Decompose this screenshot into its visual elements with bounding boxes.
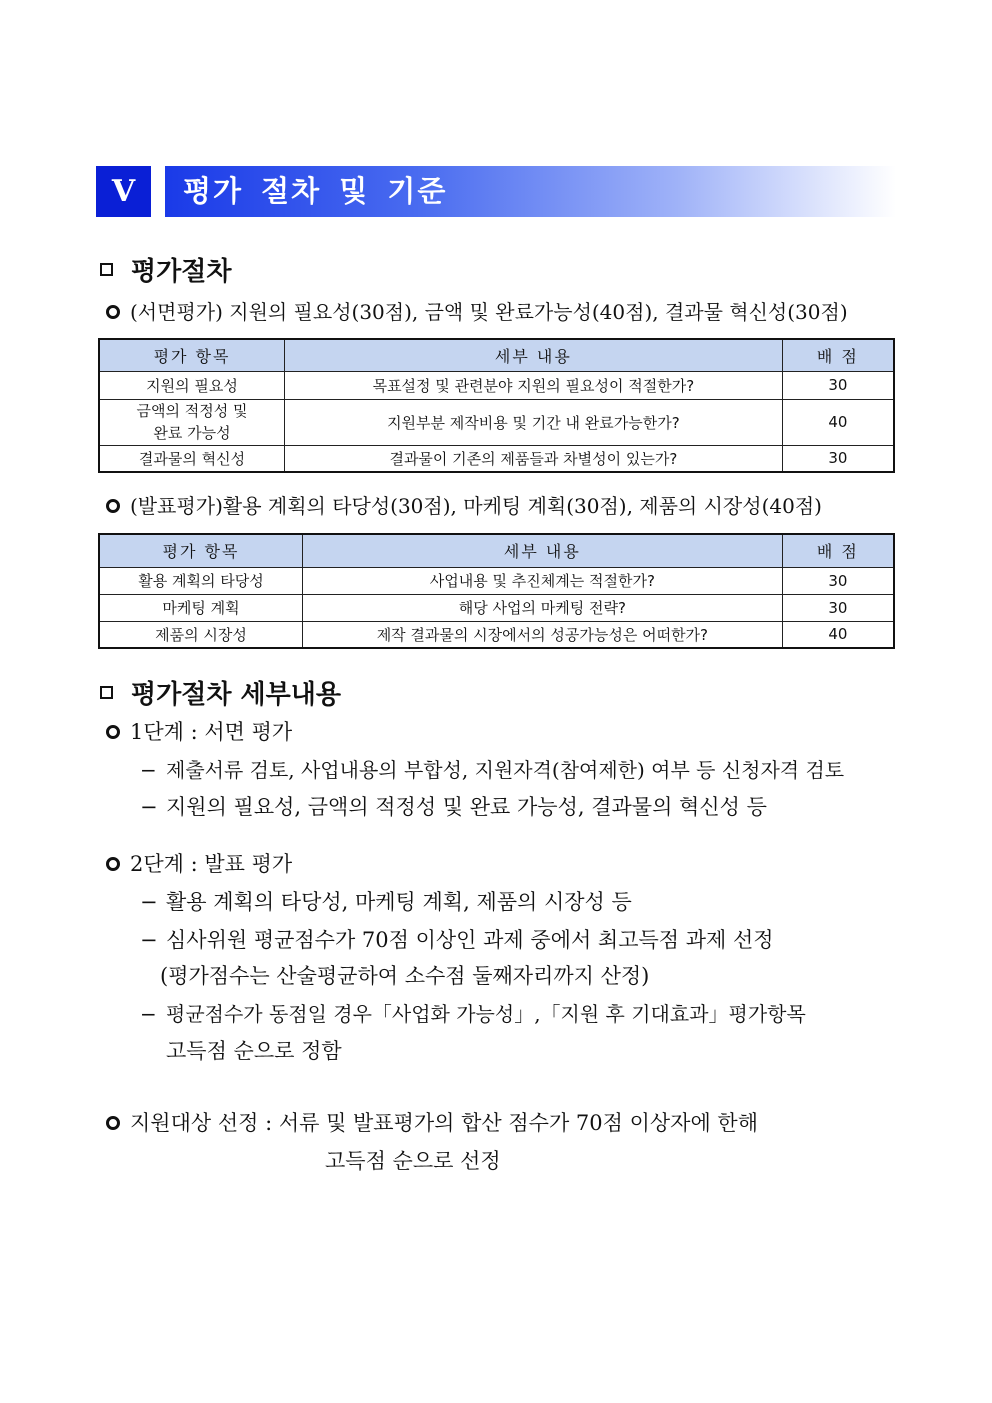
item-line: 금액의 적정성 및 (136, 402, 248, 420)
list-item-text: 활용 계획의 타당성, 마케팅 계획, 제품의 시장성 등 (166, 890, 632, 914)
detail-cell: 해당 사업의 마케팅 전략? (303, 594, 783, 621)
circle-bullet-icon (106, 499, 120, 513)
item-line: 완료 가능성 (153, 424, 231, 442)
subsection-heading-details (100, 674, 341, 711)
selection-note (106, 1107, 758, 1137)
presentation-eval-table (98, 533, 895, 649)
selection-continuation: 고득점 순으로 선정 (325, 1149, 501, 1173)
item-cell: 지원의 필요성 (99, 371, 285, 399)
written-eval-summary (106, 296, 848, 325)
step1-title: 1단계 : 서면 평가 (130, 720, 293, 744)
dash-mark: − (140, 928, 158, 952)
score-cell: 30 (782, 371, 894, 399)
list-item-text: 제출서류 검토, 사업내용의 부합성, 지원자격(참여제한) 여부 등 신청자격 검토 (166, 758, 845, 782)
section-title: 평가 절차 및 기준 (183, 174, 448, 208)
section-number: V (96, 166, 151, 217)
dash-mark: − (140, 1002, 157, 1026)
list-item-text: 평균점수가 동점일 경우「사업화 가능성」,「지원 후 기대효과」평가항목 (166, 1002, 806, 1026)
score-cell: 40 (782, 621, 894, 648)
circle-bullet-icon (106, 1116, 120, 1130)
circle-bullet-icon (106, 857, 120, 871)
detail-cell: 목표설정 및 관련분야 지원의 필요성이 적절한가? (285, 371, 783, 399)
table-row (99, 445, 894, 472)
table-row (99, 621, 894, 648)
circle-bullet-icon (106, 305, 120, 319)
item-cell (99, 399, 285, 445)
score-cell: 30 (782, 594, 894, 621)
detail-cell: 결과물이 기존의 제품들과 차별성이 있는가? (285, 445, 783, 472)
list-item (140, 886, 632, 916)
subsection-title: 평가절차 (131, 257, 232, 287)
selection-text: 지원대상 선정 : 서류 및 발표평가의 합산 점수가 70점 이상자에 한해 (130, 1111, 758, 1135)
detail-cell: 사업내용 및 추진체계는 적절한가? (303, 567, 783, 594)
step2-title: 2단계 : 발표 평가 (130, 852, 293, 876)
item-cell: 마케팅 계획 (99, 594, 303, 621)
step2-heading (106, 848, 292, 878)
header-cell: 평가 항목 (99, 339, 285, 371)
square-bullet-icon (100, 686, 113, 699)
dash-mark: − (140, 795, 158, 819)
presentation-eval-text: (발표평가)활용 계획의 타당성(30점), 마케팅 계획(30점), 제품의 시장성(40점) (130, 494, 822, 518)
subsection-title: 평가절차 세부내용 (131, 680, 341, 710)
table-row (99, 371, 894, 399)
score-cell: 30 (782, 445, 894, 472)
header-cell: 배 점 (782, 339, 894, 371)
score-cell: 40 (782, 399, 894, 445)
step1-heading (106, 716, 292, 746)
table-header-row (99, 339, 894, 371)
header-cell: 세부 내용 (303, 534, 783, 567)
list-item (140, 998, 806, 1027)
header-cell: 배 점 (782, 534, 894, 567)
list-item-continuation: (평가점수는 산술평균하여 소수점 둘째자리까지 산정) (160, 964, 650, 988)
table-row (99, 399, 894, 445)
item-cell: 활용 계획의 타당성 (99, 567, 303, 594)
written-eval-text: (서면평가) 지원의 필요성(30점), 금액 및 완료가능성(40점), 결과물 혁신성(30점) (130, 300, 848, 324)
section-title-bar (165, 166, 896, 217)
item-cell: 결과물의 혁신성 (99, 445, 285, 472)
list-item-text: 지원의 필요성, 금액의 적정성 및 완료 가능성, 결과물의 혁신성 등 (166, 795, 767, 819)
table-row (99, 594, 894, 621)
detail-cell: 지원부분 제작비용 및 기간 내 완료가능한가? (285, 399, 783, 445)
header-cell: 세부 내용 (285, 339, 783, 371)
list-item (140, 924, 774, 954)
dash-mark: − (140, 890, 158, 914)
item-cell: 제품의 시장성 (99, 621, 303, 648)
circle-bullet-icon (106, 725, 120, 739)
list-item (140, 791, 767, 821)
section-header (96, 166, 896, 217)
table-header-row (99, 534, 894, 567)
written-eval-table (98, 338, 895, 473)
square-bullet-icon (100, 263, 113, 276)
score-cell: 30 (782, 567, 894, 594)
list-item-text: 심사위원 평균점수가 70점 이상인 과제 중에서 최고득점 과제 선정 (166, 928, 774, 952)
dash-mark: − (140, 758, 157, 782)
list-item-continuation: 고득점 순으로 정함 (166, 1039, 342, 1063)
subsection-heading-procedure (100, 251, 231, 288)
header-cell: 평가 항목 (99, 534, 303, 567)
list-item (140, 754, 844, 783)
presentation-eval-summary (106, 490, 822, 519)
table-row (99, 567, 894, 594)
detail-cell: 제작 결과물의 시장에서의 성공가능성은 어떠한가? (303, 621, 783, 648)
